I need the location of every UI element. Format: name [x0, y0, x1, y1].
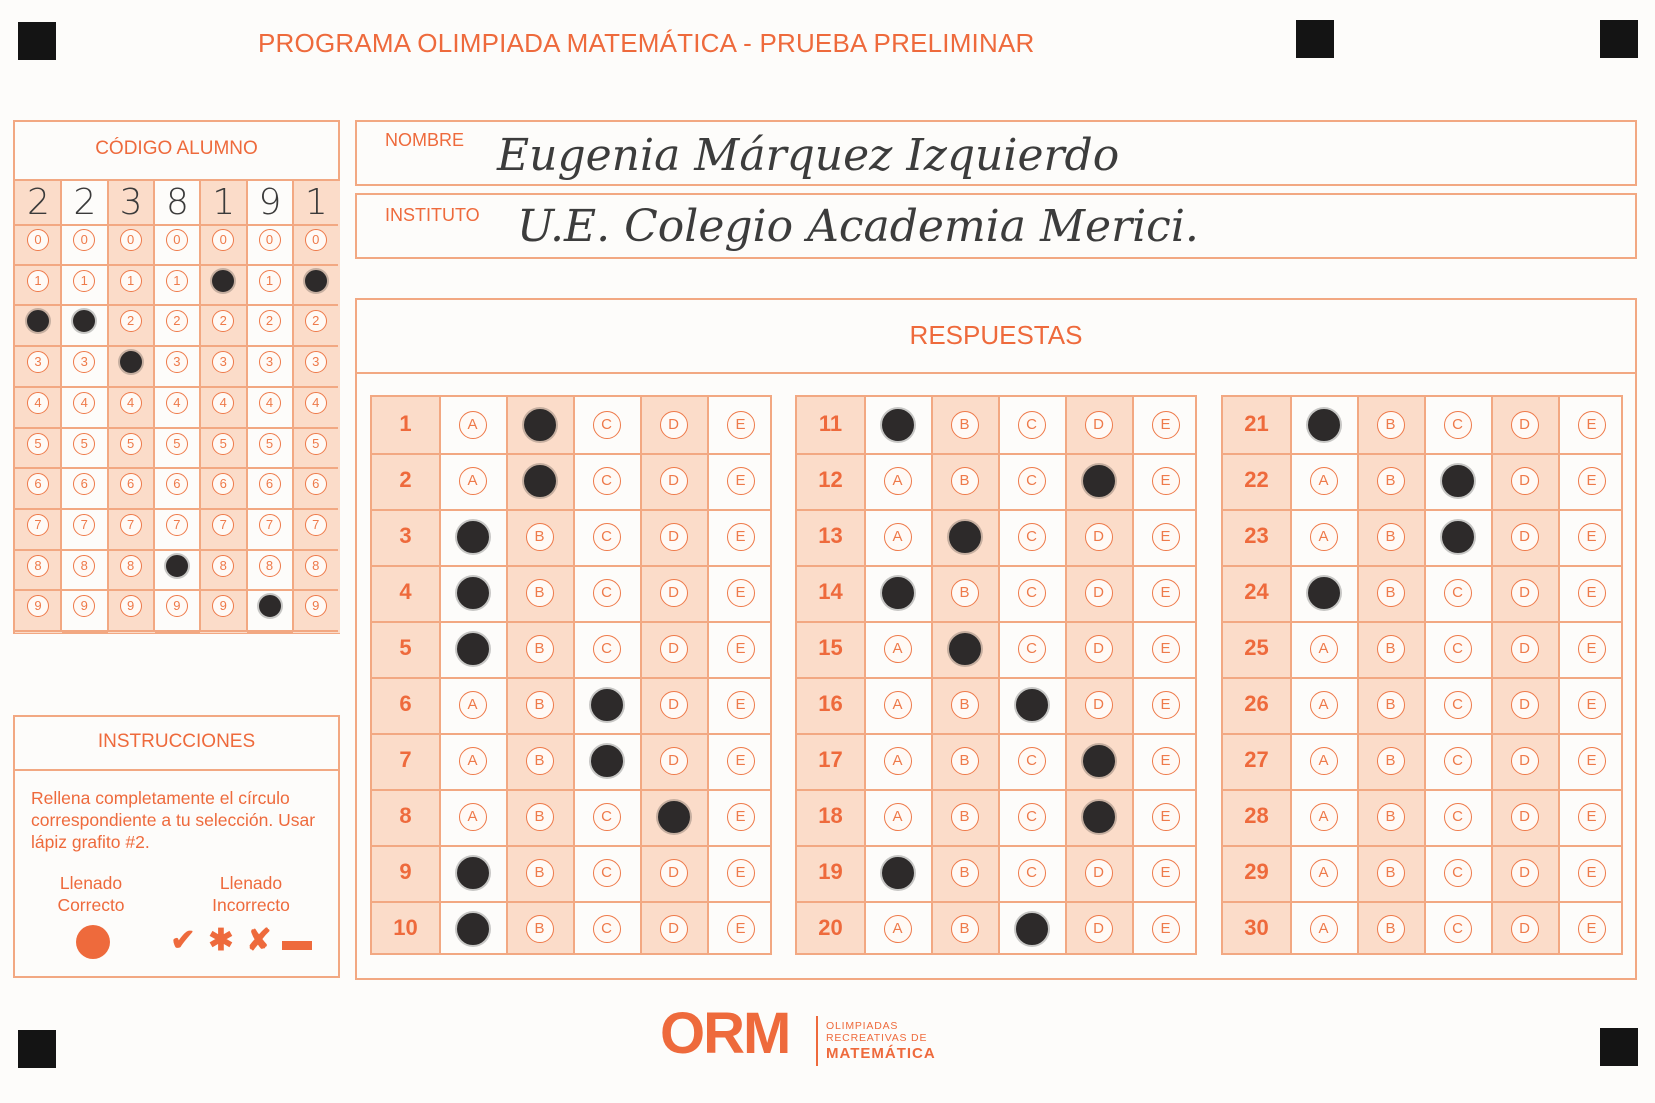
code-bubble[interactable]: 6 [166, 473, 188, 495]
code-bubble[interactable]: 9 [120, 595, 142, 617]
answer-bubble-b[interactable]: B [951, 467, 979, 495]
answer-bubble-d[interactable]: D [660, 691, 688, 719]
answer-bubble-d[interactable]: D [1511, 691, 1539, 719]
question-number: 18 [818, 803, 843, 828]
code-bubble[interactable]: 5 [166, 433, 188, 455]
question-number: 25 [1244, 635, 1269, 660]
question-number: 3 [399, 523, 412, 548]
answer-bubble-d[interactable]: D [1085, 523, 1113, 551]
answer-bubble-c[interactable]: C [1018, 411, 1046, 439]
answer-bubble-a[interactable] [1308, 409, 1340, 441]
registration-marker-top-right [1600, 20, 1638, 58]
answer-bubble-b[interactable]: B [526, 579, 554, 607]
code-bubble[interactable]: 4 [27, 392, 49, 414]
code-bubble[interactable]: 6 [259, 473, 281, 495]
checkmark-icon: ✔ [170, 924, 196, 957]
answer-bubble-e[interactable]: E [1152, 915, 1180, 943]
answer-bubble-b[interactable]: B [1377, 467, 1405, 495]
answer-bubble-a[interactable]: A [459, 747, 487, 775]
answer-bubble-d[interactable]: D [660, 579, 688, 607]
answer-bubble-a[interactable]: A [1310, 859, 1338, 887]
question-number: 15 [818, 635, 843, 660]
code-bubble[interactable] [259, 595, 281, 617]
code-bubble[interactable]: 1 [73, 270, 95, 292]
answer-bubble-d[interactable]: D [1511, 467, 1539, 495]
answer-bubble-c[interactable]: C [1018, 635, 1046, 663]
answer-bubble-e[interactable]: E [1152, 859, 1180, 887]
answer-bubble-d[interactable]: D [660, 859, 688, 887]
answer-bubble-c[interactable] [591, 745, 623, 777]
code-bubble[interactable]: 4 [212, 392, 234, 414]
answer-bubble-b[interactable]: B [1377, 747, 1405, 775]
code-bubble[interactable]: 7 [305, 514, 327, 536]
code-bubble[interactable]: 1 [166, 270, 188, 292]
answer-bubble-b[interactable]: B [1377, 915, 1405, 943]
answer-bubble-c[interactable]: C [593, 411, 621, 439]
answer-bubble-e[interactable]: E [1152, 579, 1180, 607]
answer-bubble-c[interactable]: C [593, 803, 621, 831]
answer-bubble-b[interactable]: B [1377, 859, 1405, 887]
answer-bubble-e[interactable]: E [727, 411, 755, 439]
answer-bubble-c[interactable]: C [1444, 859, 1472, 887]
instructions-panel [13, 715, 340, 978]
question-number: 4 [399, 579, 412, 604]
question-number: 16 [818, 691, 843, 716]
code-handwritten-digit: 2 [27, 182, 50, 223]
code-bubble[interactable]: 1 [120, 270, 142, 292]
answer-bubble-b[interactable]: B [1377, 691, 1405, 719]
code-bubble[interactable]: 8 [120, 555, 142, 577]
code-bubble[interactable]: 8 [305, 555, 327, 577]
cross-icon: ✘ [246, 924, 272, 957]
answer-bubble-a[interactable]: A [884, 635, 912, 663]
code-bubble[interactable]: 6 [120, 473, 142, 495]
code-bubble[interactable]: 5 [27, 433, 49, 455]
answer-bubble-e[interactable]: E [1578, 747, 1606, 775]
code-bubble[interactable] [305, 270, 327, 292]
code-bubble[interactable]: 4 [305, 392, 327, 414]
question-number: 2 [399, 467, 412, 492]
answer-bubble-d[interactable]: D [1511, 915, 1539, 943]
answer-bubble-d[interactable] [1083, 745, 1115, 777]
code-bubble[interactable]: 2 [120, 310, 142, 332]
answer-bubble-b[interactable]: B [1377, 803, 1405, 831]
answer-bubble-c[interactable]: C [593, 859, 621, 887]
answer-bubble-e[interactable]: E [1578, 803, 1606, 831]
answer-bubble-a[interactable]: A [1310, 523, 1338, 551]
answer-bubble-a[interactable] [1308, 577, 1340, 609]
answer-bubble-e[interactable]: E [727, 523, 755, 551]
answer-bubble-b[interactable] [524, 465, 556, 497]
code-bubble[interactable]: 0 [120, 229, 142, 251]
answer-bubble-e[interactable]: E [1152, 467, 1180, 495]
question-number: 8 [399, 803, 412, 828]
code-bubble[interactable]: 0 [166, 229, 188, 251]
code-bubble[interactable]: 0 [259, 229, 281, 251]
answer-bubble-a[interactable]: A [884, 523, 912, 551]
code-bubble[interactable]: 7 [259, 514, 281, 536]
answer-bubble-c[interactable]: C [593, 915, 621, 943]
answer-bubble-b[interactable]: B [951, 747, 979, 775]
code-bubble[interactable]: 7 [73, 514, 95, 536]
answer-bubble-a[interactable]: A [459, 411, 487, 439]
code-bubble[interactable]: 0 [212, 229, 234, 251]
code-bubble[interactable]: 9 [305, 595, 327, 617]
answer-bubble-a[interactable]: A [459, 467, 487, 495]
answer-bubble-c[interactable]: C [1018, 859, 1046, 887]
code-bubble[interactable]: 4 [259, 392, 281, 414]
code-bubble[interactable]: 3 [27, 351, 49, 373]
code-bubble[interactable] [166, 555, 188, 577]
answer-bubble-d[interactable]: D [1511, 635, 1539, 663]
code-handwritten-digit: 1 [304, 182, 328, 223]
name-value: Eugenia Márquez Izquierdo [497, 130, 1120, 181]
answer-bubble-a[interactable]: A [884, 691, 912, 719]
question-number: 21 [1244, 411, 1269, 436]
answer-bubble-d[interactable]: D [1511, 411, 1539, 439]
answer-bubble-b[interactable]: B [526, 523, 554, 551]
code-handwritten-digit: 9 [258, 182, 282, 223]
answer-bubble-d[interactable]: D [1511, 803, 1539, 831]
answer-bubble-e[interactable]: E [1578, 915, 1606, 943]
code-bubble[interactable]: 1 [259, 270, 281, 292]
answer-bubble-d[interactable]: D [660, 411, 688, 439]
code-bubble[interactable]: 6 [212, 473, 234, 495]
answer-bubble-a[interactable] [457, 913, 489, 945]
code-bubble[interactable] [212, 270, 234, 292]
answer-bubble-e[interactable]: E [727, 803, 755, 831]
answer-bubble-c[interactable]: C [1018, 803, 1046, 831]
answer-bubble-d[interactable]: D [1511, 523, 1539, 551]
scribble-icon: ✱ [208, 924, 234, 957]
answer-bubble-c[interactable]: C [1444, 747, 1472, 775]
answer-bubble-d[interactable]: D [1511, 859, 1539, 887]
answer-bubble-a[interactable]: A [459, 691, 487, 719]
answer-bubble-a[interactable] [457, 857, 489, 889]
name-field[interactable] [355, 120, 1637, 186]
answer-bubble-a[interactable]: A [884, 915, 912, 943]
question-number: 6 [399, 691, 412, 716]
institute-label: INSTITUTO [385, 205, 480, 225]
code-handwritten-digit: 2 [73, 182, 97, 223]
question-number: 7 [399, 747, 412, 772]
answer-bubble-d[interactable]: D [1085, 411, 1113, 439]
question-number: 17 [818, 747, 843, 772]
question-number: 10 [393, 915, 418, 940]
code-bubble[interactable]: 9 [166, 595, 188, 617]
answer-grid [370, 395, 772, 955]
code-handwritten-digit: 3 [119, 182, 143, 223]
name-label: NOMBRE [385, 130, 465, 150]
answer-bubble-d[interactable]: D [1085, 579, 1113, 607]
code-bubble[interactable]: 6 [73, 473, 95, 495]
correct-fill-label: Llenado Correcto [57, 873, 125, 915]
code-bubble[interactable]: 8 [73, 555, 95, 577]
answer-bubble-b[interactable] [524, 409, 556, 441]
correct-fill-example-icon [76, 925, 110, 959]
question-number: 24 [1244, 579, 1269, 604]
answer-bubble-c[interactable]: C [1444, 635, 1472, 663]
answer-bubble-a[interactable]: A [884, 803, 912, 831]
code-bubble[interactable]: 0 [305, 229, 327, 251]
answer-bubble-e[interactable]: E [1578, 467, 1606, 495]
answer-bubble-e[interactable]: E [1152, 691, 1180, 719]
answer-bubble-c[interactable] [1442, 465, 1474, 497]
code-bubble[interactable]: 0 [73, 229, 95, 251]
code-bubble[interactable]: 8 [27, 555, 49, 577]
answer-bubble-a[interactable] [457, 577, 489, 609]
question-number: 30 [1244, 915, 1269, 940]
answer-bubble-c[interactable]: C [593, 635, 621, 663]
answer-bubble-e[interactable]: E [1578, 635, 1606, 663]
code-bubble[interactable]: 4 [120, 392, 142, 414]
answer-grid [1221, 395, 1623, 955]
answer-bubble-d[interactable]: D [660, 915, 688, 943]
logo-line-3: MATEMÁTICA [826, 1045, 936, 1062]
answer-bubble-b[interactable]: B [526, 747, 554, 775]
answer-bubble-b[interactable]: B [1377, 635, 1405, 663]
code-bubble[interactable]: 5 [73, 433, 95, 455]
answer-bubble-a[interactable]: A [1310, 635, 1338, 663]
page-title: PROGRAMA OLIMPIADA MATEMÁTICA - PRUEBA PRELIMINAR [258, 28, 1035, 58]
answer-bubble-c[interactable]: C [1444, 691, 1472, 719]
question-number: 28 [1244, 803, 1269, 828]
answer-bubble-e[interactable]: E [727, 579, 755, 607]
instructions-text: Rellena completamente el círculo correspondiente a tu selección. Usar lápiz grafito #2. [31, 788, 316, 852]
question-number: 19 [818, 859, 843, 884]
answer-bubble-b[interactable] [949, 633, 981, 665]
answer-bubble-b[interactable]: B [951, 411, 979, 439]
answer-bubble-c[interactable]: C [1444, 803, 1472, 831]
code-bubble[interactable]: 7 [27, 514, 49, 536]
answer-bubble-b[interactable]: B [1377, 411, 1405, 439]
logo-line-2: RECREATIVAS DE [826, 1032, 928, 1044]
answer-bubble-e[interactable]: E [1152, 747, 1180, 775]
answer-bubble-d[interactable] [1083, 465, 1115, 497]
answer-bubble-e[interactable]: E [727, 747, 755, 775]
answer-bubble-b[interactable]: B [951, 915, 979, 943]
code-bubble[interactable]: 4 [73, 392, 95, 414]
answer-bubble-d[interactable] [1083, 801, 1115, 833]
question-number: 22 [1244, 467, 1269, 492]
answer-bubble-c[interactable] [591, 689, 623, 721]
answer-bubble-a[interactable]: A [1310, 915, 1338, 943]
answer-bubble-a[interactable] [882, 577, 914, 609]
code-bubble[interactable]: 5 [212, 433, 234, 455]
answer-bubble-e[interactable]: E [727, 691, 755, 719]
question-number: 5 [399, 635, 412, 660]
code-bubble[interactable]: 6 [305, 473, 327, 495]
code-bubble[interactable]: 9 [73, 595, 95, 617]
answer-bubble-b[interactable]: B [951, 691, 979, 719]
answer-bubble-e[interactable]: E [727, 859, 755, 887]
instructions-title: INSTRUCCIONES [97, 731, 256, 752]
code-bubble[interactable]: 0 [27, 229, 49, 251]
answer-bubble-e[interactable]: E [727, 467, 755, 495]
code-bubble[interactable]: 6 [27, 473, 49, 495]
answer-bubble-d[interactable]: D [1085, 691, 1113, 719]
overfill-icon: ▬ [282, 924, 312, 957]
answer-bubble-a[interactable] [882, 857, 914, 889]
code-bubble[interactable]: 7 [120, 514, 142, 536]
answer-bubble-b[interactable]: B [526, 915, 554, 943]
registration-marker-bottom-left [18, 1030, 56, 1068]
registration-marker-bottom-right [1600, 1028, 1638, 1066]
question-number: 14 [818, 579, 843, 604]
code-bubble[interactable]: 5 [259, 433, 281, 455]
question-number: 29 [1244, 859, 1269, 884]
answer-bubble-a[interactable] [457, 633, 489, 665]
answer-bubble-c[interactable]: C [1444, 915, 1472, 943]
orm-logo [660, 998, 990, 1078]
answer-bubble-b[interactable]: B [526, 859, 554, 887]
answer-bubble-a[interactable]: A [1310, 691, 1338, 719]
answer-bubble-a[interactable]: A [884, 747, 912, 775]
code-bubble[interactable]: 5 [305, 433, 327, 455]
logo-mark: ORM [660, 1001, 790, 1066]
answer-bubble-a[interactable]: A [884, 467, 912, 495]
question-number: 26 [1244, 691, 1269, 716]
code-handwritten-digit: 1 [212, 182, 236, 223]
answer-bubble-e[interactable]: E [1578, 411, 1606, 439]
code-bubble[interactable]: 3 [73, 351, 95, 373]
answer-bubble-c[interactable]: C [1018, 747, 1046, 775]
student-code-title: CÓDIGO ALUMNO [95, 138, 258, 159]
answer-bubble-d[interactable]: D [1085, 859, 1113, 887]
institute-field[interactable] [355, 193, 1637, 259]
answer-bubble-b[interactable]: B [951, 803, 979, 831]
code-bubble[interactable]: 7 [166, 514, 188, 536]
answer-bubble-c[interactable] [1016, 689, 1048, 721]
code-bubble[interactable]: 9 [212, 595, 234, 617]
registration-marker-top-center [1296, 20, 1334, 58]
answer-bubble-c[interactable]: C [1018, 523, 1046, 551]
answer-bubble-d[interactable]: D [1511, 747, 1539, 775]
answer-bubble-e[interactable]: E [727, 915, 755, 943]
answer-bubble-d[interactable]: D [1085, 635, 1113, 663]
answer-bubble-c[interactable]: C [593, 579, 621, 607]
code-bubble[interactable]: 1 [27, 270, 49, 292]
answer-bubble-e[interactable]: E [1152, 411, 1180, 439]
answer-bubble-b[interactable]: B [1377, 579, 1405, 607]
answer-grid [795, 395, 1197, 955]
code-bubble[interactable]: 3 [166, 351, 188, 373]
question-number: 1 [399, 411, 412, 436]
answer-bubble-c[interactable]: C [593, 467, 621, 495]
answer-bubble-e[interactable]: E [1578, 579, 1606, 607]
registration-marker-top-left [18, 22, 56, 60]
answer-bubble-c[interactable] [1442, 521, 1474, 553]
code-bubble[interactable]: 2 [305, 310, 327, 332]
code-bubble[interactable]: 2 [212, 310, 234, 332]
answer-bubble-c[interactable]: C [593, 523, 621, 551]
answer-bubble-e[interactable]: E [1578, 523, 1606, 551]
answer-bubble-c[interactable] [1016, 913, 1048, 945]
answer-bubble-d[interactable]: D [660, 467, 688, 495]
code-bubble[interactable] [120, 351, 142, 373]
answer-bubble-c[interactable]: C [1018, 467, 1046, 495]
question-number: 12 [818, 467, 843, 492]
answer-bubble-a[interactable]: A [1310, 803, 1338, 831]
code-bubble[interactable]: 3 [305, 351, 327, 373]
answer-bubble-b[interactable]: B [526, 691, 554, 719]
question-number: 27 [1244, 747, 1269, 772]
answer-bubble-a[interactable]: A [1310, 467, 1338, 495]
answer-bubble-b[interactable]: B [526, 803, 554, 831]
code-bubble[interactable]: 3 [259, 351, 281, 373]
question-number: 23 [1244, 523, 1269, 548]
answer-bubble-a[interactable]: A [1310, 747, 1338, 775]
code-bubble[interactable]: 2 [259, 310, 281, 332]
answer-bubble-a[interactable] [882, 409, 914, 441]
answer-bubble-a[interactable]: A [459, 803, 487, 831]
answer-bubble-c[interactable]: C [1444, 411, 1472, 439]
answer-bubble-e[interactable]: E [1578, 859, 1606, 887]
code-bubble[interactable]: 9 [27, 595, 49, 617]
code-bubble[interactable]: 8 [259, 555, 281, 577]
question-number: 13 [818, 523, 843, 548]
student-code-panel [13, 120, 340, 634]
answer-bubble-d[interactable]: D [660, 747, 688, 775]
answer-bubble-b[interactable]: B [951, 579, 979, 607]
answer-bubble-d[interactable] [658, 801, 690, 833]
answer-bubble-e[interactable]: E [1152, 523, 1180, 551]
question-number: 9 [399, 859, 412, 884]
answer-bubble-e[interactable]: E [1152, 803, 1180, 831]
code-bubble[interactable]: 3 [212, 351, 234, 373]
institute-value: U.E. Colegio Academia Merici. [517, 201, 1199, 252]
code-handwritten-digit: 8 [165, 182, 189, 223]
code-bubble[interactable]: 5 [120, 433, 142, 455]
answer-bubble-d[interactable]: D [660, 635, 688, 663]
code-bubble[interactable]: 8 [212, 555, 234, 577]
answer-bubble-d[interactable]: D [1511, 579, 1539, 607]
code-bubble[interactable]: 4 [166, 392, 188, 414]
incorrect-fill-label: Llenado Incorrecto [212, 873, 290, 915]
answer-bubble-b[interactable]: B [526, 635, 554, 663]
answer-bubble-e[interactable]: E [1152, 635, 1180, 663]
answer-bubble-c[interactable]: C [1018, 579, 1046, 607]
answers-title: RESPUESTAS [909, 320, 1083, 350]
logo-line-1: OLIMPIADAS [826, 1020, 899, 1032]
answer-bubble-e[interactable]: E [1578, 691, 1606, 719]
answer-bubble-b[interactable]: B [951, 859, 979, 887]
code-bubble[interactable]: 7 [212, 514, 234, 536]
answer-bubble-d[interactable]: D [660, 523, 688, 551]
answer-bubble-c[interactable]: C [1444, 579, 1472, 607]
code-bubble[interactable]: 2 [166, 310, 188, 332]
answer-bubble-b[interactable]: B [1377, 523, 1405, 551]
answer-bubble-b[interactable] [949, 521, 981, 553]
answer-bubble-d[interactable]: D [1085, 915, 1113, 943]
question-number: 20 [818, 915, 843, 940]
answer-bubble-e[interactable]: E [727, 635, 755, 663]
question-number: 11 [818, 411, 843, 436]
answer-bubble-a[interactable] [457, 521, 489, 553]
